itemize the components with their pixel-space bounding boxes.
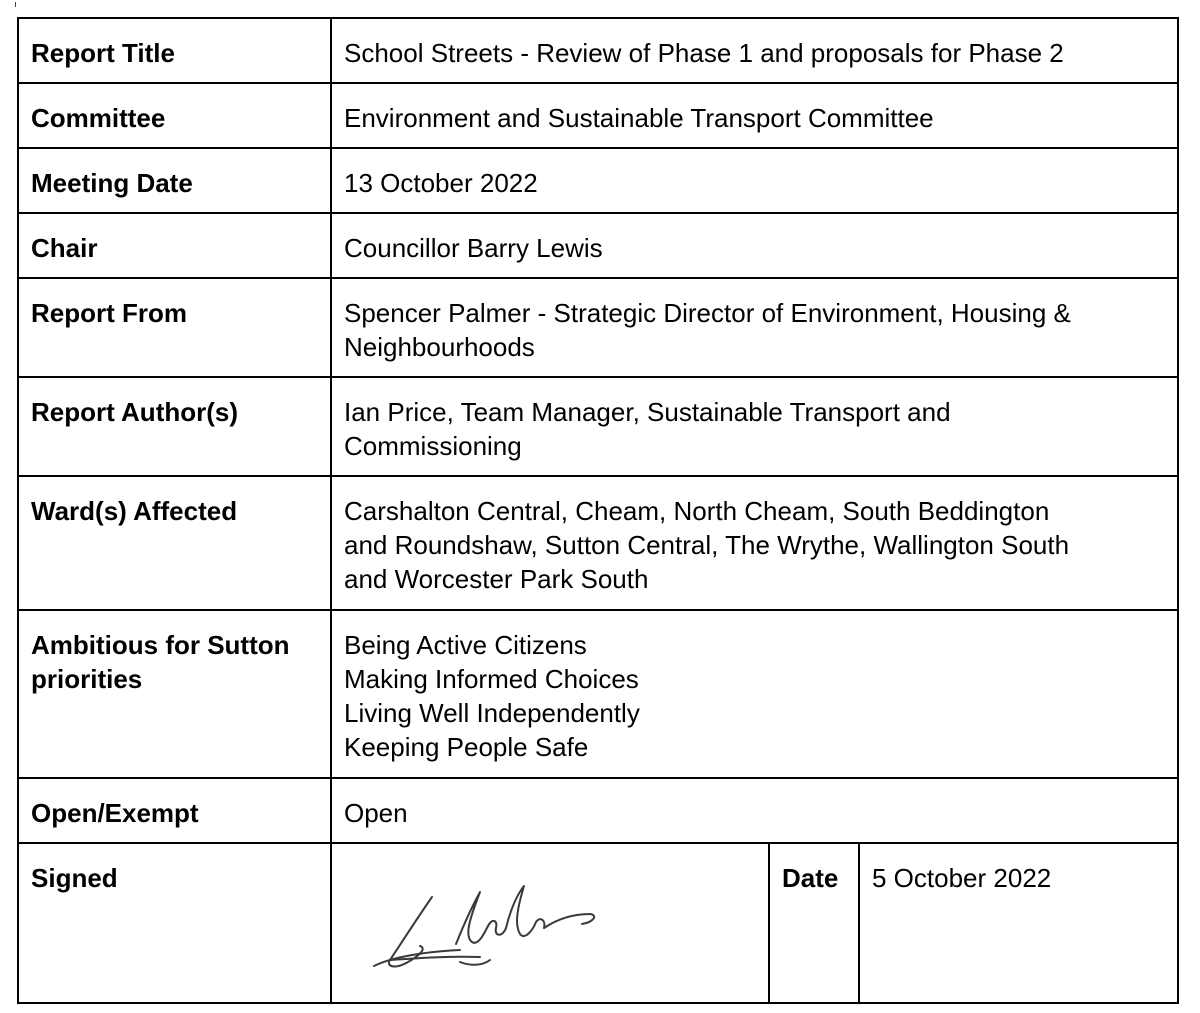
row-chair: [18, 213, 1178, 278]
committee-label: Committee: [18, 83, 331, 148]
open-exempt-label: Open/Exempt: [18, 778, 331, 843]
open-exempt-value: Open: [331, 778, 1178, 843]
priority-item: Keeping People Safe: [344, 732, 589, 762]
committee-value: Environment and Sustainable Transport Committee: [331, 83, 1178, 148]
priority-item: Making Informed Choices: [344, 664, 639, 694]
wards-affected-value: [331, 476, 1178, 610]
row-wards-affected: [18, 476, 1178, 610]
report-authors-label: Report Author(s): [18, 377, 331, 476]
chair-value: Councillor Barry Lewis: [331, 213, 1178, 278]
date-value: 5 October 2022: [859, 843, 1178, 1003]
wards-affected-line: and Roundshaw, Sutton Central, The Wrythe, Wallington South: [344, 530, 1070, 560]
chair-label: Chair: [18, 213, 331, 278]
row-committee: [18, 83, 1178, 148]
handwritten-signature: [360, 862, 610, 982]
row-priorities: [18, 610, 1178, 778]
wards-affected-label: Ward(s) Affected: [18, 476, 331, 610]
priorities-value: [331, 610, 1178, 778]
date-label: Date: [769, 843, 859, 1003]
meeting-date-label: Meeting Date: [18, 148, 331, 213]
row-open-exempt: [18, 778, 1178, 843]
page-corner-mark: [15, 2, 16, 7]
report-from-line: Neighbourhoods: [344, 332, 535, 362]
signed-label: Signed: [18, 843, 331, 1003]
report-from-label: Report From: [18, 278, 331, 377]
priorities-label-line: Ambitious for Sutton: [31, 630, 290, 660]
row-meeting-date: [18, 148, 1178, 213]
row-report-from: [18, 278, 1178, 377]
report-authors-line: Commissioning: [344, 431, 522, 461]
report-from-value: [331, 278, 1178, 377]
meeting-date-value: 13 October 2022: [331, 148, 1178, 213]
report-details-table: [17, 17, 1179, 1004]
row-report-title: [18, 18, 1178, 83]
priority-item: Living Well Independently: [344, 698, 640, 728]
priorities-label-line: priorities: [31, 664, 143, 694]
report-authors-line: Ian Price, Team Manager, Sustainable Transport and: [344, 397, 951, 427]
priority-item: Being Active Citizens: [344, 630, 587, 660]
row-report-authors: [18, 377, 1178, 476]
report-title-label: Report Title: [18, 18, 331, 83]
report-title-value: School Streets - Review of Phase 1 and proposals for Phase 2: [331, 18, 1178, 83]
report-authors-value: [331, 377, 1178, 476]
row-signed: [18, 843, 1178, 1003]
report-from-line: Spencer Palmer - Strategic Director of Environment, Housing &: [344, 298, 1071, 328]
wards-affected-line: Carshalton Central, Cheam, North Cheam, South Beddington: [344, 496, 1050, 526]
wards-affected-line: and Worcester Park South: [344, 564, 649, 594]
signature-cell: [331, 843, 769, 1003]
priorities-label: [18, 610, 331, 778]
